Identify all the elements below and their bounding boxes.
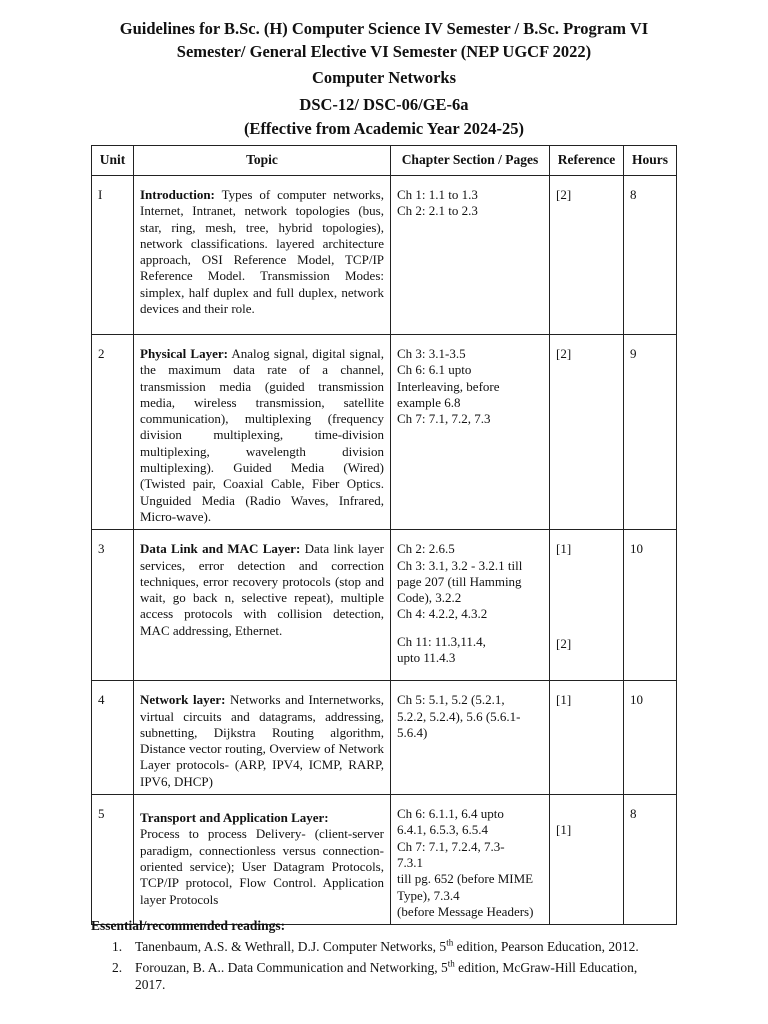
reference-cell: [550, 795, 624, 925]
reading-item: [91, 959, 671, 993]
hours-cell: 10: [624, 530, 677, 681]
course-name: Computer Networks: [311, 68, 457, 87]
chapter-cell: [391, 681, 550, 795]
unit-cell: I: [92, 176, 134, 335]
readings-title: Essential/recommended readings:: [91, 918, 286, 933]
reading-superscript: th: [446, 937, 454, 948]
column-header-reference: Reference: [550, 146, 624, 176]
topic-title: Introduction:: [140, 187, 215, 202]
reference-value: [1]: [556, 822, 572, 838]
chapter-line: Ch 7: 7.1, 7.2.4, 7.3-: [397, 838, 505, 854]
topic-title: Transport and Application Layer:: [140, 810, 329, 826]
chapter-line: Type), 7.3.4: [397, 887, 460, 903]
topic-cell: [134, 335, 391, 530]
syllabus-table: [91, 145, 677, 925]
chapter-line: Ch 4: 4.2.2, 4.3.2: [397, 606, 488, 622]
chapter-line: Ch 5: 5.1, 5.2 (5.2.1,: [397, 692, 505, 708]
course-code: DSC-12/ DSC-06/GE-6a: [299, 95, 469, 114]
chapter-line: Ch 2: 2.1 to 2.3: [397, 203, 478, 219]
topic-body: Data link layer services, error detection and correction techniques, error recovery protocols (stop and wait, go back n, selective repeat), multiple access protocols with collision detection, MAC addressing, Ethernet.: [140, 541, 384, 638]
column-header-chapter: Chapter Section / Pages: [391, 146, 550, 176]
topic-cell: [134, 176, 391, 335]
chapter-line: page 207 (till Hamming: [397, 573, 522, 589]
chapter-cell: [391, 530, 550, 681]
table-header-row: [92, 146, 677, 176]
table-row: [92, 681, 677, 795]
reading-text-end: edition, Pearson Education, 2012.: [453, 939, 639, 954]
chapter-line: 7.3.1: [397, 854, 423, 870]
topic-title: Network layer:: [140, 692, 226, 708]
reading-number: 1.: [112, 939, 123, 954]
chapter-cell: [391, 335, 550, 530]
chapter-line: 6.4.1, 6.5.3, 6.5.4: [397, 822, 488, 838]
reference-value-extra: [2]: [556, 635, 572, 651]
unit-cell: 4: [92, 681, 134, 795]
hours-cell: 10: [624, 681, 677, 795]
readings-list: [91, 938, 671, 997]
column-header-topic: Topic: [134, 146, 391, 176]
reading-item: [91, 938, 671, 955]
chapter-line: 5.2.2, 5.2.4), 5.6 (5.6.1-: [397, 708, 521, 724]
document-title-line-2: Semester/ General Elective VI Semester (NEP UGCF 2022): [176, 42, 592, 61]
chapter-line: (before Message Headers): [397, 903, 534, 919]
topic-cell: [134, 795, 391, 925]
topic-body: Process to process Delivery- (client-server paradigm, connectionless versus connection-oriented service); User Datagram Protocols, TCP/IP protocol, Flow Control. Application layer Protocols: [140, 826, 384, 907]
topic-cell: [134, 681, 391, 795]
reference-value: [1]: [556, 541, 572, 557]
chapter-cell: [391, 176, 550, 335]
chapter-line: till pg. 652 (before MIME: [397, 871, 534, 887]
chapter-line: Ch 7: 7.1, 7.2, 7.3: [397, 411, 491, 427]
reading-superscript: th: [447, 958, 455, 969]
column-header-hours: Hours: [624, 146, 677, 176]
table-row: [92, 335, 677, 530]
hours-cell: 8: [624, 795, 677, 925]
reading-text-end: edition, McGraw-Hill Education, 2017.: [135, 960, 638, 992]
topic-title: Physical Layer:: [140, 346, 228, 361]
chapter-line: Ch 6: 6.1 upto: [397, 362, 472, 378]
chapter-line: Ch 1: 1.1 to 1.3: [397, 187, 478, 202]
topic-cell: [134, 530, 391, 681]
unit-cell: 3: [92, 530, 134, 681]
reference-cell: [2]: [550, 176, 624, 335]
chapter-line: Code), 3.2.2: [397, 590, 462, 606]
reading-text: Tanenbaum, A.S. & Wethrall, D.J. Computer Networks, 5: [135, 939, 447, 954]
chapter-line: example 6.8: [397, 394, 461, 410]
topic-body: Types of computer networks, Internet, Intranet, network topologies (bus, star, ring, mesh, tree, hybrid topologies), network classifications. layered architecture approach, OSI Reference Model, TCP/IP Reference Model. Transmission Modes: simplex, half duplex and full duplex, network devices and their role.: [140, 187, 384, 317]
effective-year: (Effective from Academic Year 2024-25): [243, 119, 525, 138]
table-row: [92, 176, 677, 335]
chapter-line: Ch 3: 3.1-3.5: [397, 346, 466, 361]
chapter-line: Ch 2: 2.6.5: [397, 541, 455, 557]
unit-cell: 5: [92, 795, 134, 925]
column-header-unit: Unit: [92, 146, 134, 176]
reference-cell: [2]: [550, 335, 624, 530]
hours-cell: 8: [624, 176, 677, 335]
topic-body: Analog signal, digital signal, the maximum data rate of a channel, transmission media (guided transmission media, wireless transmission, satellite communication), multiplexing (frequency division multiplexing, time-division multiplexing, wavelength division multiplexing). Guided Media (Wired) (Twisted pair, Coaxial Cable, Fiber Optics. Unguided Media (Radio Waves, Infrared, Micro-wave).: [140, 346, 384, 524]
reference-cell: [550, 530, 624, 681]
unit-cell: 2: [92, 335, 134, 530]
chapter-line: Interleaving, before: [397, 378, 500, 394]
chapter-line: Ch 3: 3.1, 3.2 - 3.2.1 till: [397, 557, 523, 573]
reading-text: Forouzan, B. A.. Data Communication and Networking, 5: [135, 960, 448, 975]
table-row: [92, 530, 677, 681]
topic-body: Networks and Internetworks, virtual circuits and datagrams, addressing, subnetting, Dijkstra Routing algorithm, Distance vector routing, Overview of Network Layer protocols- (ARP, IPV4, ICMP, RARP, IPV6, DHCP): [140, 692, 384, 789]
reading-number: 2.: [112, 960, 123, 975]
document-title-line-1: Guidelines for B.Sc. (H) Computer Science IV Semester / B.Sc. Program VI: [119, 19, 649, 38]
topic-title: Data Link and MAC Layer:: [140, 541, 301, 557]
chapter-line: 5.6.4): [397, 724, 428, 740]
reference-cell: [1]: [550, 681, 624, 795]
chapter-line: Ch 11: 11.3,11.4,: [397, 633, 486, 649]
chapter-cell: [391, 795, 550, 925]
hours-cell: 9: [624, 335, 677, 530]
chapter-line: upto 11.4.3: [397, 650, 456, 666]
table-row: [92, 795, 677, 925]
chapter-line: Ch 6: 6.1.1, 6.4 upto: [397, 806, 504, 822]
